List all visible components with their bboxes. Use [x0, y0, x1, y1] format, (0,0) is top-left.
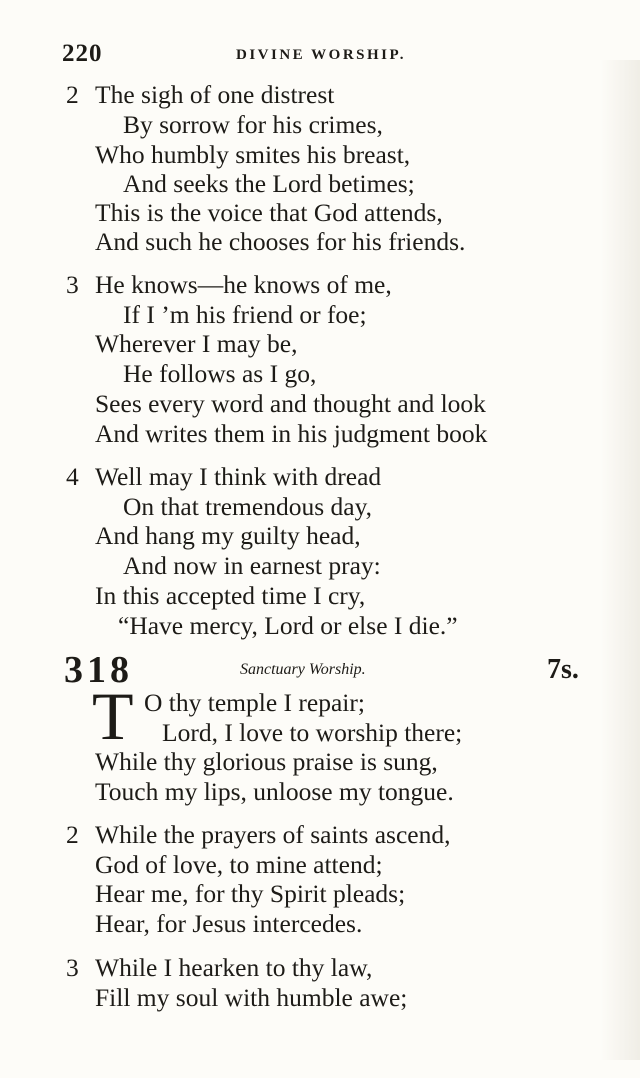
verse-line: Hear, for Jesus intercedes.	[95, 909, 363, 938]
verse-line: And hang my guilty head,	[95, 521, 361, 550]
verse-number: 2	[66, 80, 79, 109]
page-number: 220	[62, 40, 103, 67]
verse-line: He knows—he knows of me,	[95, 270, 392, 299]
verse-line: This is the voice that God attends,	[95, 198, 443, 227]
verse-line: God of love, to mine attend;	[95, 850, 383, 879]
verse-line: Wherever I may be,	[95, 329, 298, 358]
verse-line: The sigh of one distrest	[95, 80, 335, 109]
page-edge-shadow	[600, 60, 640, 1060]
verse-line: Fill my soul with humble awe;	[95, 983, 408, 1012]
verse-line: Hear me, for thy Spirit pleads;	[95, 879, 406, 908]
verse-line: On that tremendous day,	[123, 492, 373, 521]
hymn-meter: 7s.	[547, 654, 579, 685]
verse-line: If I ’m his friend or foe;	[123, 300, 367, 329]
verse-line: By sorrow for his crimes,	[123, 110, 383, 139]
verse-line: And writes them in his judgment book	[95, 419, 488, 448]
verse-number: 3	[66, 270, 79, 299]
verse-line: And now in earnest pray:	[123, 551, 381, 580]
verse-line: While I hearken to thy law,	[95, 953, 373, 982]
page-header	[62, 40, 602, 70]
verse-number: 2	[66, 820, 79, 849]
verse-line: “Have mercy, Lord or else I die.”	[118, 611, 458, 640]
verse-number: 4	[66, 462, 79, 491]
verse-line: Sees every word and thought and look	[95, 389, 486, 418]
verse-line: And seeks the Lord betimes;	[123, 169, 415, 198]
verse-line: Lord, I love to worship there;	[162, 718, 463, 747]
verse-line: In this accepted time I cry,	[95, 581, 366, 610]
verse-line: Well may I think with dread	[95, 462, 382, 491]
verse-line: He follows as I go,	[123, 359, 317, 388]
running-title: DIVINE WORSHIP.	[236, 47, 407, 63]
verse-line: Who humbly smites his breast,	[95, 140, 411, 169]
verse-number: 3	[66, 953, 79, 982]
hymn-number: 318	[64, 649, 133, 691]
drop-cap: T	[92, 678, 134, 754]
verse-line: O thy temple I repair;	[144, 688, 365, 717]
verse-line: While the prayers of saints ascend,	[95, 820, 451, 849]
hymn-title: Sanctuary Worship.	[240, 661, 366, 678]
verse-line: While thy glorious praise is sung,	[95, 747, 438, 776]
verse-line: And such he chooses for his friends.	[95, 227, 466, 256]
verse-line: Touch my lips, unloose my tongue.	[95, 777, 454, 806]
